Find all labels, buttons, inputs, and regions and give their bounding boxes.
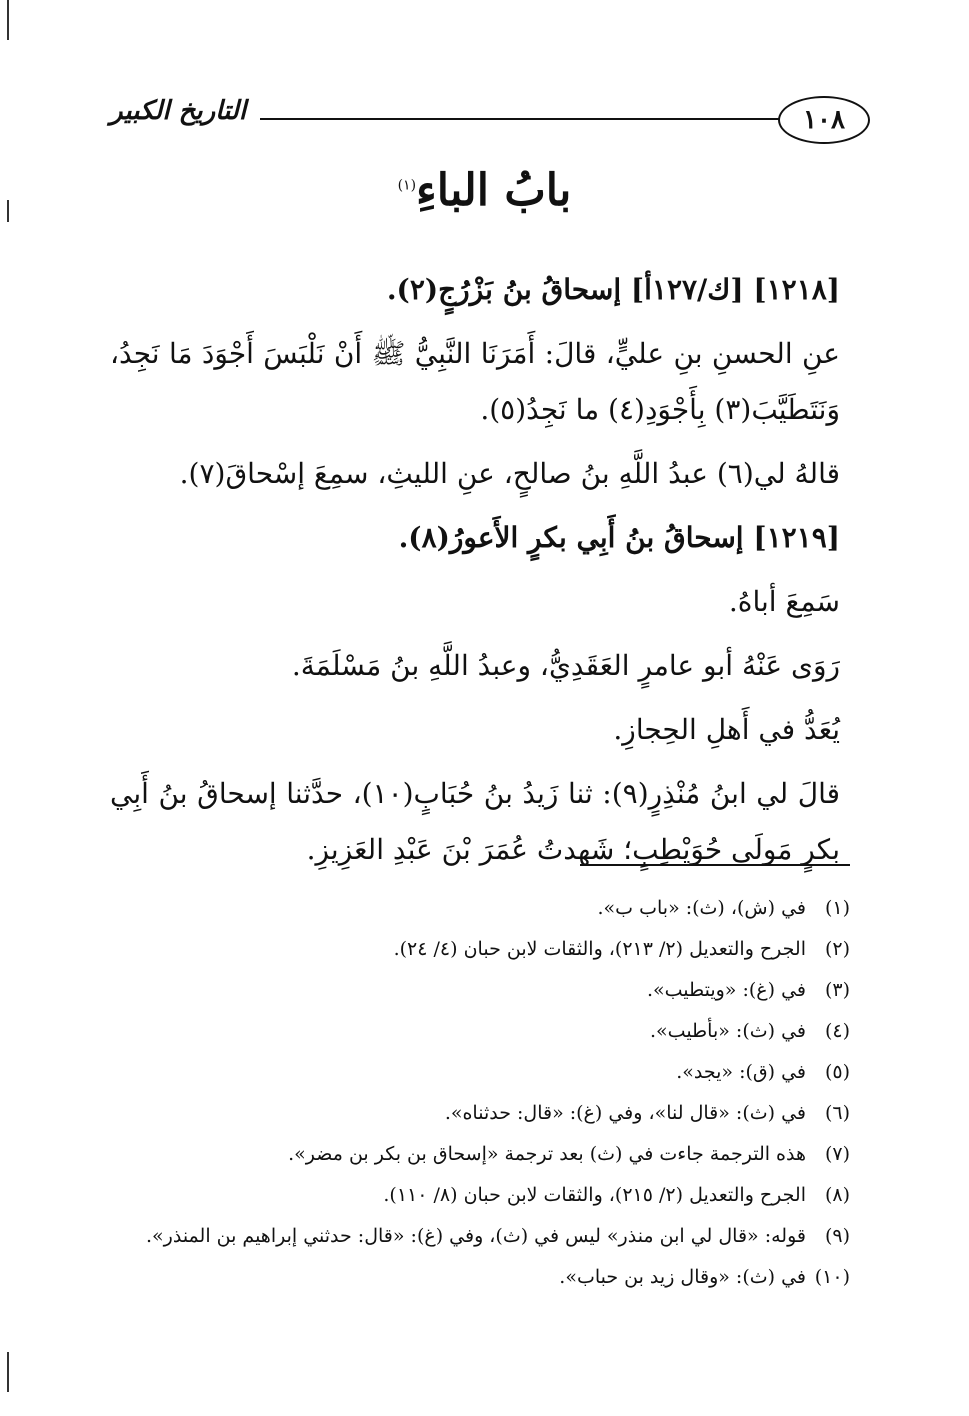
- entry-heading-1219: [١٢١٩] إسحاقُ بنُ أَبِي بكرٍ الأَعورُ(٨).: [398, 521, 840, 554]
- footnote: [140, 1175, 850, 1216]
- footnote-number: (٥): [824, 1061, 850, 1083]
- footnote-number: (٩): [824, 1225, 850, 1247]
- footnote-text: في (ث): «قال لنا»، وفي (غ): «قال: حدثناه».: [444, 1102, 806, 1124]
- footnote-number: (٧): [824, 1143, 850, 1165]
- entry-1219-line-3: يُعَدُّ في أَهلِ الحِجازِ.: [613, 713, 840, 746]
- chapter-title: [0, 165, 969, 216]
- entry-1218-hadith: عنِ الحسنِ بنِ عليٍّ، قالَ: أَمَرَنَا النَّبِيُّ ﷺ أَنْ نَلْبَسَ أَجْوَدَ مَا نَجِدُ، وَنَتَطَيَّبَ(٣) بِأَجْوَدِ(٤) ما نَجِدُ(٥).: [110, 337, 840, 426]
- footnote: [140, 1011, 850, 1052]
- entry-heading-1218: [١٢١٨] [ك/١٢٧أ] إسحاقُ بنُ بَزْرُجٍ(٢).: [386, 273, 840, 306]
- footnote-text: في (ق): «يجد».: [676, 1061, 806, 1083]
- footnote-text: الجرح والتعديل (٢/ ٢١٣)، والثقات لابن حبان (٤/ ٢٤).: [393, 938, 806, 960]
- header-rule: [260, 118, 780, 120]
- page-edge-line-bottom: [7, 1352, 9, 1392]
- footnotes: [140, 888, 850, 1298]
- entry-1219-line-4: قالَ لي ابنُ مُنْذِرٍ(٩): ثنا زَيدُ بنُ حُبَابٍ(١٠)، حدَّثنا إسحاقُ بنُ أَبِي بكرٍ مَولَى حُوَيْطِبٍ؛ شَهدتُ عُمَرَ بْنَ عَبْدِ العَزِيزِ.: [110, 777, 840, 866]
- entry-1218-chain: قالهُ لي(٦) عبدُ اللَّهِ بنُ صالحٍ، عنِ الليثِ، سمِعَ إسْحاقَ(٧).: [179, 457, 840, 490]
- footnote-text: في (ث): «بأطيب».: [650, 1020, 806, 1042]
- chapter-title-text: بابُ الباءِ: [416, 165, 572, 216]
- footnote-text: قوله: «قال لي ابن منذر» ليس في (ث)، وفي (غ): «قال: حدثني إبراهيم بن المنذر».: [146, 1225, 806, 1247]
- footnote-separator: [580, 864, 850, 866]
- page-header: [110, 90, 870, 150]
- footnote-number: (٦): [824, 1102, 850, 1124]
- chapter-footnote-ref: (١): [397, 177, 417, 194]
- footnote-number: (٢): [824, 938, 850, 960]
- footnote: [140, 888, 850, 929]
- footnote-number: (١): [824, 897, 850, 919]
- footnote-number: (١٠): [814, 1266, 850, 1288]
- footnote: [140, 1052, 850, 1093]
- footnote-text: الجرح والتعديل (٢/ ٢١٥)، والثقات لابن حبان (٨/ ١١٠).: [383, 1184, 806, 1206]
- footnote-text: في (غ): «ويتطيب».: [646, 979, 806, 1001]
- footnote-number: (٣): [824, 979, 850, 1001]
- footnote-text: هذه الترجمة جاءت في (ث) بعد ترجمة «إسحاق بن بكر بن مضر».: [288, 1143, 806, 1165]
- entry-1219-line-1: سَمِعَ أباهُ.: [728, 585, 840, 618]
- page-number: ١٠٨: [778, 96, 870, 144]
- footnote: [140, 929, 850, 970]
- footnote: [140, 1257, 850, 1298]
- footnote: [140, 1134, 850, 1175]
- footnote-text: في (ث): «وقال زيد بن حباب».: [559, 1266, 806, 1288]
- footnote: [140, 1093, 850, 1134]
- main-text: [110, 262, 840, 886]
- footnote-text: في (ش)، (ث): «باب ب».: [597, 897, 806, 919]
- footnote: [140, 970, 850, 1011]
- entry-1219-line-2: رَوَى عَنْهُ أبو عامرٍ العَقَدِيُّ، وعبدُ اللَّهِ بنُ مَسْلَمَةَ.: [291, 649, 840, 682]
- footnote-number: (٨): [824, 1184, 850, 1206]
- footnote: [140, 1216, 850, 1257]
- book-title: التاريخ الكبير: [110, 96, 247, 126]
- page-edge-line-top: [7, 0, 9, 40]
- footnote-number: (٤): [824, 1020, 850, 1042]
